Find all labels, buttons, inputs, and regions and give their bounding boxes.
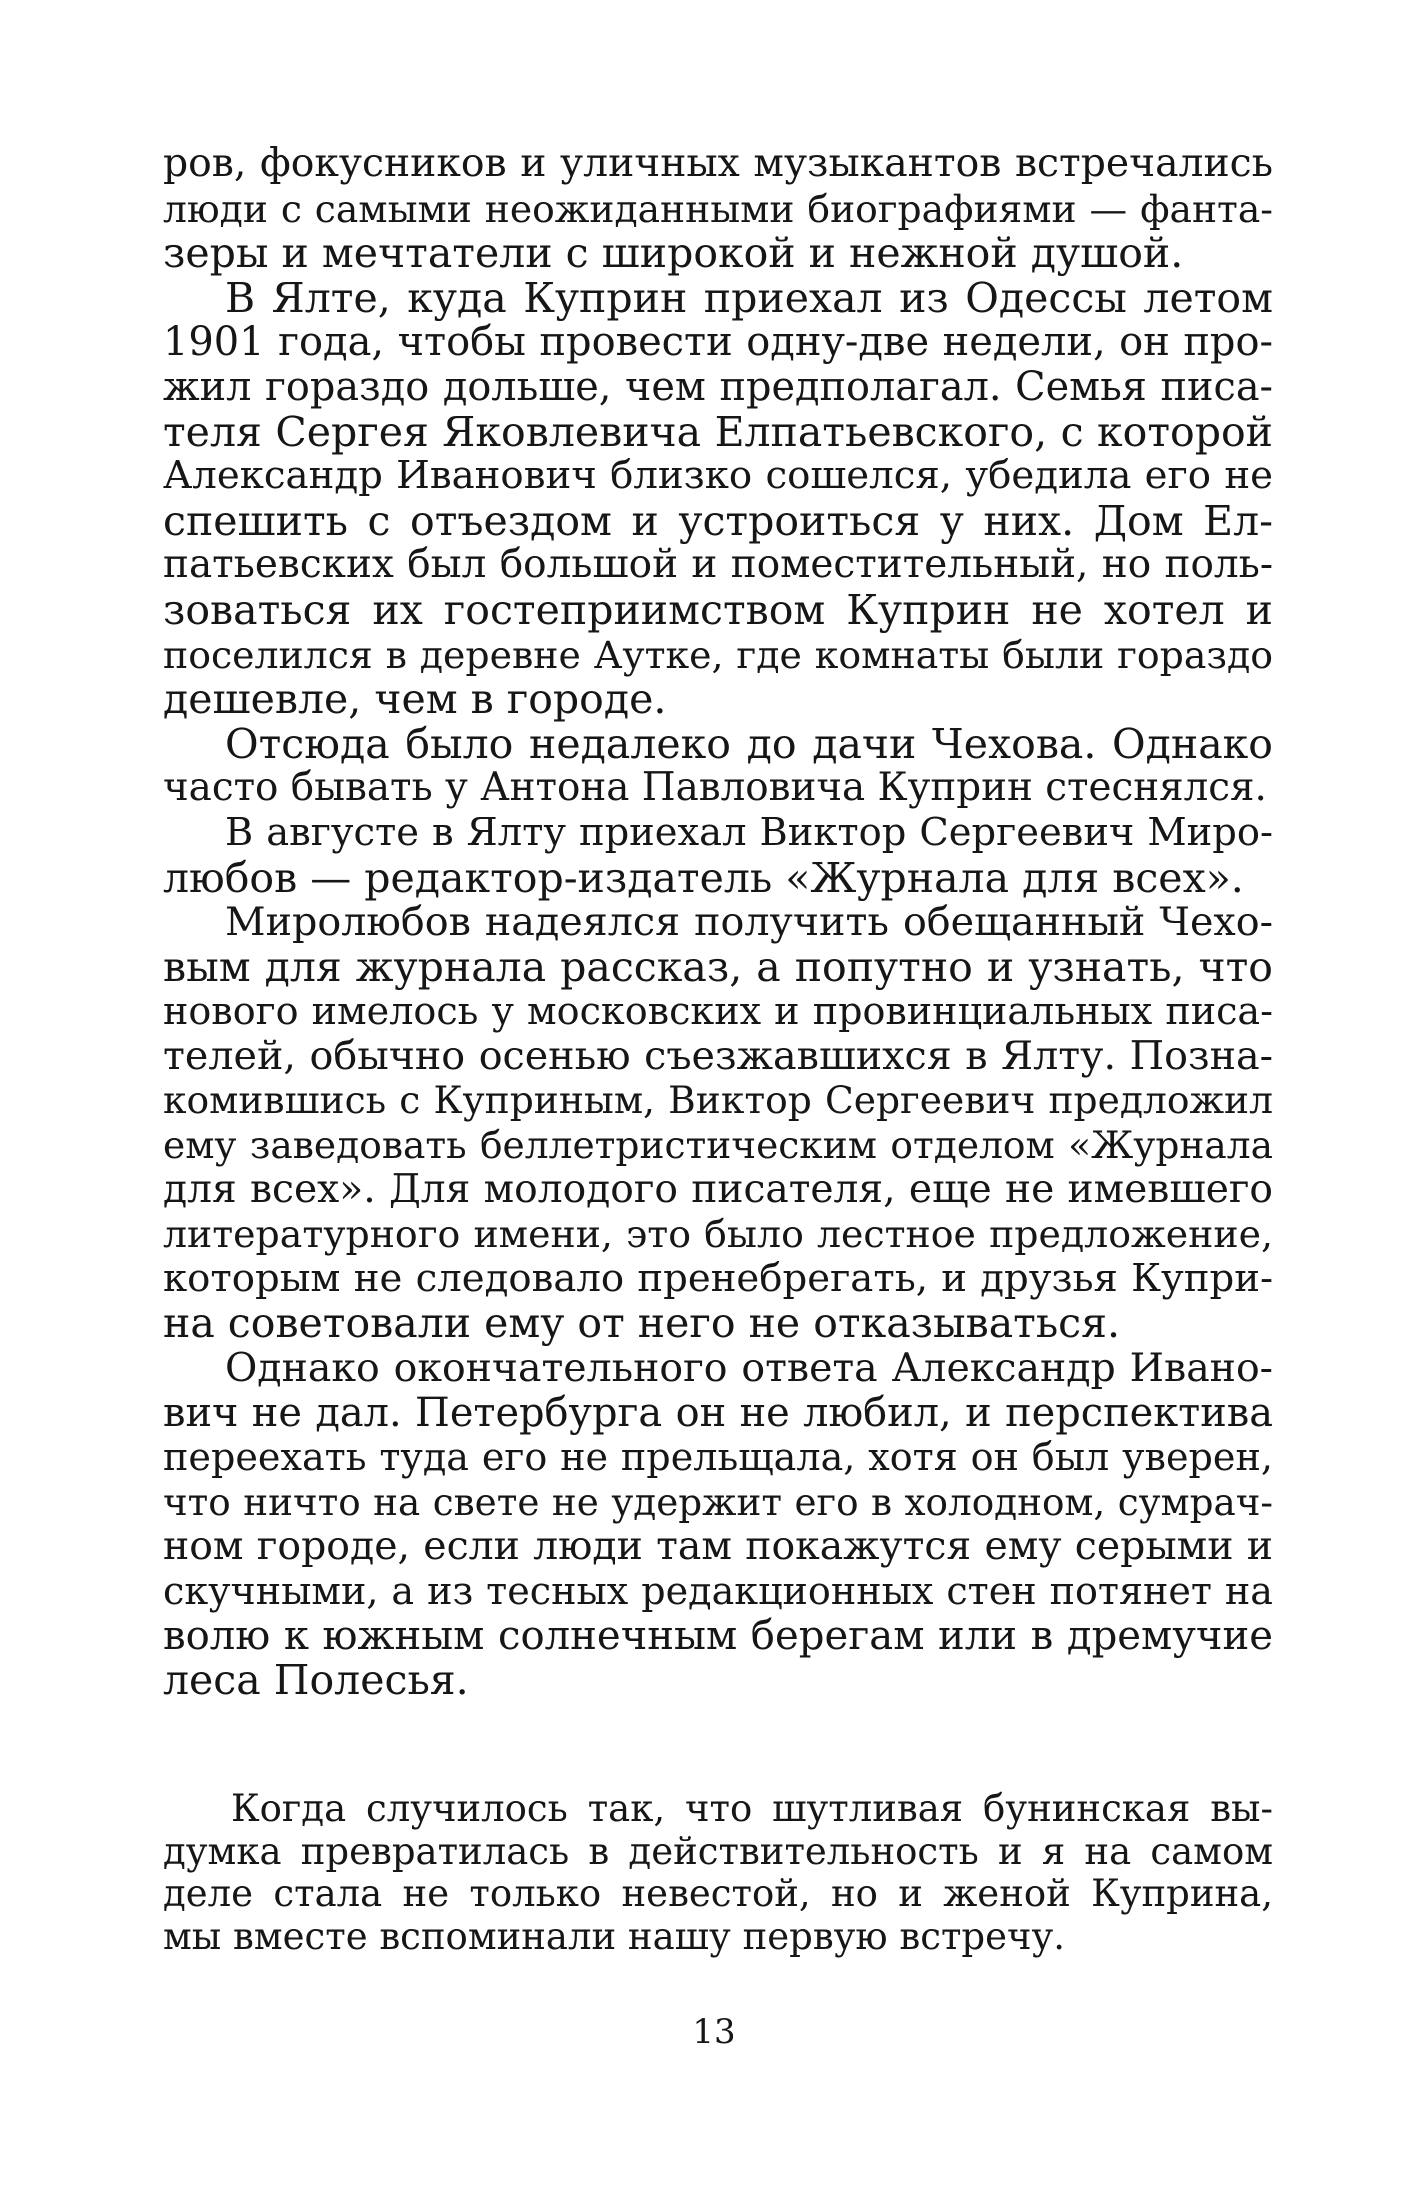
- text-line: переехать туда его не прельщала, хотя он был уверен,: [163, 1435, 1273, 1480]
- text-line: поселился в деревне Аутке, где комнаты были гораздо: [163, 632, 1273, 677]
- memoir-line: деле стала не только невестой, но и женой Куприна,: [163, 1872, 1273, 1915]
- text-line: Миролюбов надеялся получить обещанный Чехо-: [225, 899, 1273, 946]
- text-line: для всех». Для молодого писателя, еще не имевшего: [163, 1166, 1273, 1212]
- text-line: телей, обычно осенью съезжавшихся в Ялту. Позна-: [163, 1032, 1273, 1079]
- text-line: зоваться их гостеприимством Куприн не хотел и: [163, 585, 1273, 634]
- text-line: леса Полесья.: [163, 1656, 469, 1705]
- text-line: зеры и мечтатели с широкой и нежной душой.: [163, 229, 1184, 278]
- text-line: волю к южным солнечным берегам или в дремучие: [163, 1612, 1273, 1659]
- text-line: патьевских был большой и поместительный, но поль-: [163, 542, 1273, 588]
- text-line: ему заведовать беллетристическим отделом «Журнала: [163, 1123, 1273, 1168]
- text-line: жил гораздо дольше, чем предполагал. Семья писа-: [163, 363, 1273, 410]
- text-line: дешевле, чем в городе.: [163, 675, 667, 724]
- text-line: В Ялте, куда Куприн приехал из Одессы летом: [225, 273, 1273, 322]
- text-line: спешить с отъездом и устроиться у них. Дом Ел-: [163, 496, 1273, 545]
- text-line: В августе в Ялту приехал Виктор Сергеевич Миро-: [225, 809, 1273, 855]
- text-line: люди с самыми неожиданными биографиями — фанта-: [163, 186, 1273, 231]
- text-line: что ничто на свете не удержит его в холодном, сумрач-: [163, 1479, 1273, 1524]
- text-line: комившись с Куприным, Виктор Сергеевич предложил: [163, 1078, 1273, 1123]
- text-line: любов — редактор-издатель «Журнала для всех».: [163, 853, 1244, 902]
- memoir-line: мы вместе вспоминали нашу первую встречу.: [163, 1914, 1065, 1958]
- text-line: на советовали ему от него не отказываться.: [163, 1299, 1121, 1348]
- text-line: Однако окончательного ответа Александр Ивано-: [225, 1345, 1273, 1392]
- text-line: литературного имени, это было лестное предложение,: [163, 1212, 1273, 1257]
- text-line: теля Сергея Яковлевича Елпатьевского, с которой: [163, 407, 1273, 456]
- text-line: вым для журнала рассказ, а попутно и узнать, что: [163, 942, 1273, 991]
- memoir-line: Когда случилось так, что шутливая бунинская вы-: [231, 1787, 1273, 1830]
- text-line: нового имелось у московских и провинциальных писа-: [163, 989, 1273, 1034]
- text-line: которым не следовало пренебрегать, и друзья Купри-: [163, 1255, 1273, 1301]
- text-line: ном городе, если люди там покажутся ему серыми и: [163, 1523, 1273, 1570]
- main-text: [163, 142, 1273, 1703]
- text-line: Отсюда было недалеко до дачи Чехова. Однако: [225, 719, 1273, 768]
- memoir-passage: [163, 1788, 1273, 1958]
- text-line: ров, фокусников и уличных музыкантов встречались: [163, 141, 1273, 186]
- memoir-line: думка превратилась в действительность и я на самом: [163, 1829, 1273, 1873]
- text-line: часто бывать у Антона Павловича Куприн стеснялся.: [163, 765, 1267, 811]
- text-line: Александр Иванович близко сошелся, убедила его не: [163, 453, 1273, 499]
- text-line: 1901 года, чтобы провести одну-две недели, он про-: [163, 319, 1273, 366]
- text-line: скучными, а из тесных редакционных стен потянет на: [163, 1569, 1273, 1613]
- text-line: вич не дал. Петербурга он не любил, и перспектива: [163, 1389, 1273, 1436]
- page-number: 13: [692, 2012, 736, 2052]
